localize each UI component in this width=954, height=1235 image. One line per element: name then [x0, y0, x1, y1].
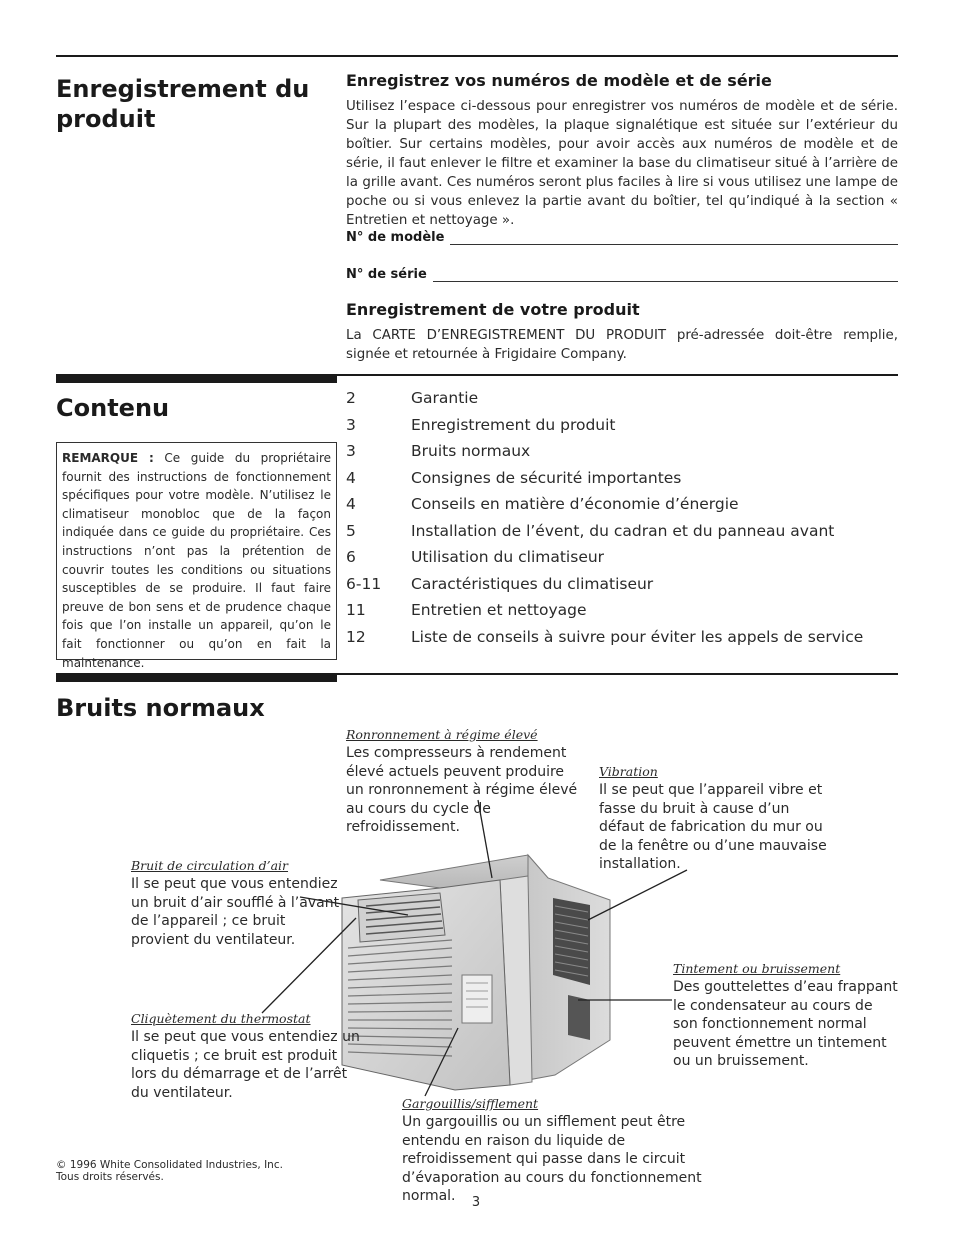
model-serial-text: Utilisez l’espace ci-dessous pour enregistrer vos numéros de modèle et de série. Sur la plupart des modèles, la plaque signalétique est située sur l’extérieur du boîtier. Sur certains modèles, pour avoir accès aux numéros de modèle et de série, il faut enlever le filtre et examiner la base du climatiseur situé à l’arrière de la grille avant. Ces numéros seront plus faciles à lire si vous utilisez une lampe de poche ou si vous enlevez la partie avant du boîtier, tel qu’indiqué à la section « Entretien et nettoyage ».: [346, 99, 898, 228]
toc-label: Installation de l’évent, du cadran et du panneau avant: [411, 521, 835, 540]
callout-vibration-text: Il se peut que l’appareil vibre et fasse du bruit à cause d’un défaut de fabrication du mur ou de la fenêtre ou d’une mauvaise installation.: [599, 782, 827, 873]
rights-line: Tous droits réservés.: [56, 1171, 164, 1183]
callout-thermostat: [131, 1010, 361, 1102]
product-registration-heading: Enregistrement de votre produit: [346, 300, 640, 319]
toc-page: 6: [346, 548, 356, 566]
toc-page: 2: [346, 389, 356, 407]
toc-page: 3: [346, 442, 356, 460]
model-serial-heading: Enregistrez vos numéros de modèle et de série: [346, 71, 772, 90]
toc-page: 3: [346, 415, 356, 434]
note-label: REMARQUE :: [62, 451, 154, 465]
copyright-line: © 1996 White Consolidated Industries, Inc.: [56, 1159, 283, 1171]
page-number: 3: [471, 1195, 481, 1210]
toc-label: Liste de conseils à suivre pour éviter les appels de service: [411, 627, 864, 646]
callout-air-text: Il se peut que vous entendiez un bruit d’air soufflé à l’avant de l’appareil ; ce bruit provient du ventilateur.: [131, 876, 340, 948]
toc-label: Caractéristiques du climatiseur: [411, 574, 654, 593]
toc-page: 12: [346, 627, 366, 646]
toc-page: 5: [346, 521, 356, 540]
callout-air-title: Bruit de circulation d’air: [131, 858, 289, 873]
toc-page: 4: [346, 495, 356, 513]
toc-label: Utilisation du climatiseur: [411, 548, 605, 566]
callout-vibration-title: Vibration: [599, 764, 658, 779]
toc-label: Garantie: [411, 389, 479, 407]
product-registration-text: La CARTE D’ENREGISTREMENT DU PRODUIT pré-adressée doit-être remplie, signée et retournée à Frigidaire Company.: [346, 328, 898, 362]
note-text: Ce guide du propriétaire fournit des instructions de fonctionnement spécifiques pour votre modèle. N’utilisez le climatiseur monobloc que de la façon indiquée dans ce guide du propriétaire. Ces instructions n’ont pas la prétention de couvrir toutes les conditions ou situations susceptibles de se produire. Il faut faire preuve de bon sens et de prudence chaque fois que l’on installe un appareil, qu’on le fait fonctionner ou qu’on en fait la maintenance.: [62, 451, 331, 670]
model-number-label: N° de modèle: [346, 230, 445, 245]
toc-label: Conseils en matière d’économie d’énergie: [411, 495, 739, 513]
toc-page: 11: [346, 601, 366, 619]
contents-title: Contenu: [56, 394, 170, 422]
toc-label: Consignes de sécurité importantes: [411, 468, 682, 487]
toc-label: Bruits normaux: [411, 442, 531, 460]
toc-label: Enregistrement du produit: [411, 415, 616, 434]
callout-high-speed-title: Ronronnement à régime élevé: [346, 727, 538, 742]
callout-ping-title: Tintement ou bruissement: [673, 961, 841, 976]
callout-gurgle: [402, 1095, 732, 1206]
callout-ping: [673, 960, 898, 1071]
callout-thermostat-title: Cliquètement du thermostat: [131, 1011, 311, 1026]
registration-title: Enregistrement du produit: [56, 75, 310, 133]
toc-page: 6-11: [346, 574, 382, 593]
callout-vibration: [599, 763, 829, 874]
copyright: [56, 1159, 316, 1183]
callout-thermostat-text: Il se peut que vous entendiez un cliquetis ; ce bruit est produit lors du démarrage et de l’arrêt du ventilateur.: [131, 1029, 360, 1101]
noises-title: Bruits normaux: [56, 694, 265, 722]
toc-page: 4: [346, 468, 356, 487]
callout-ping-text: Des gouttelettes d’eau frappant le condensateur au cours de son fonctionnement normal peuvent émettre un tintement ou un bruissement.: [673, 979, 898, 1070]
callout-air: [131, 857, 346, 949]
toc-label: Entretien et nettoyage: [411, 601, 587, 619]
callout-high-speed: [346, 726, 581, 837]
callout-gurgle-title: Gargouillis/sifflement: [402, 1096, 539, 1111]
callout-gurgle-text: Un gargouillis ou un sifflement peut être entendu en raison du liquide de refroidissement qui passe dans le circuit d’évaporation au cours du fonctionnement normal.: [402, 1114, 702, 1205]
serial-number-label: N° de série: [346, 267, 427, 282]
callout-high-speed-text: Les compresseurs à rendement élevé actuels peuvent produire un ronronnement à régime élevé au cours du cycle de refroidissement.: [346, 745, 578, 836]
